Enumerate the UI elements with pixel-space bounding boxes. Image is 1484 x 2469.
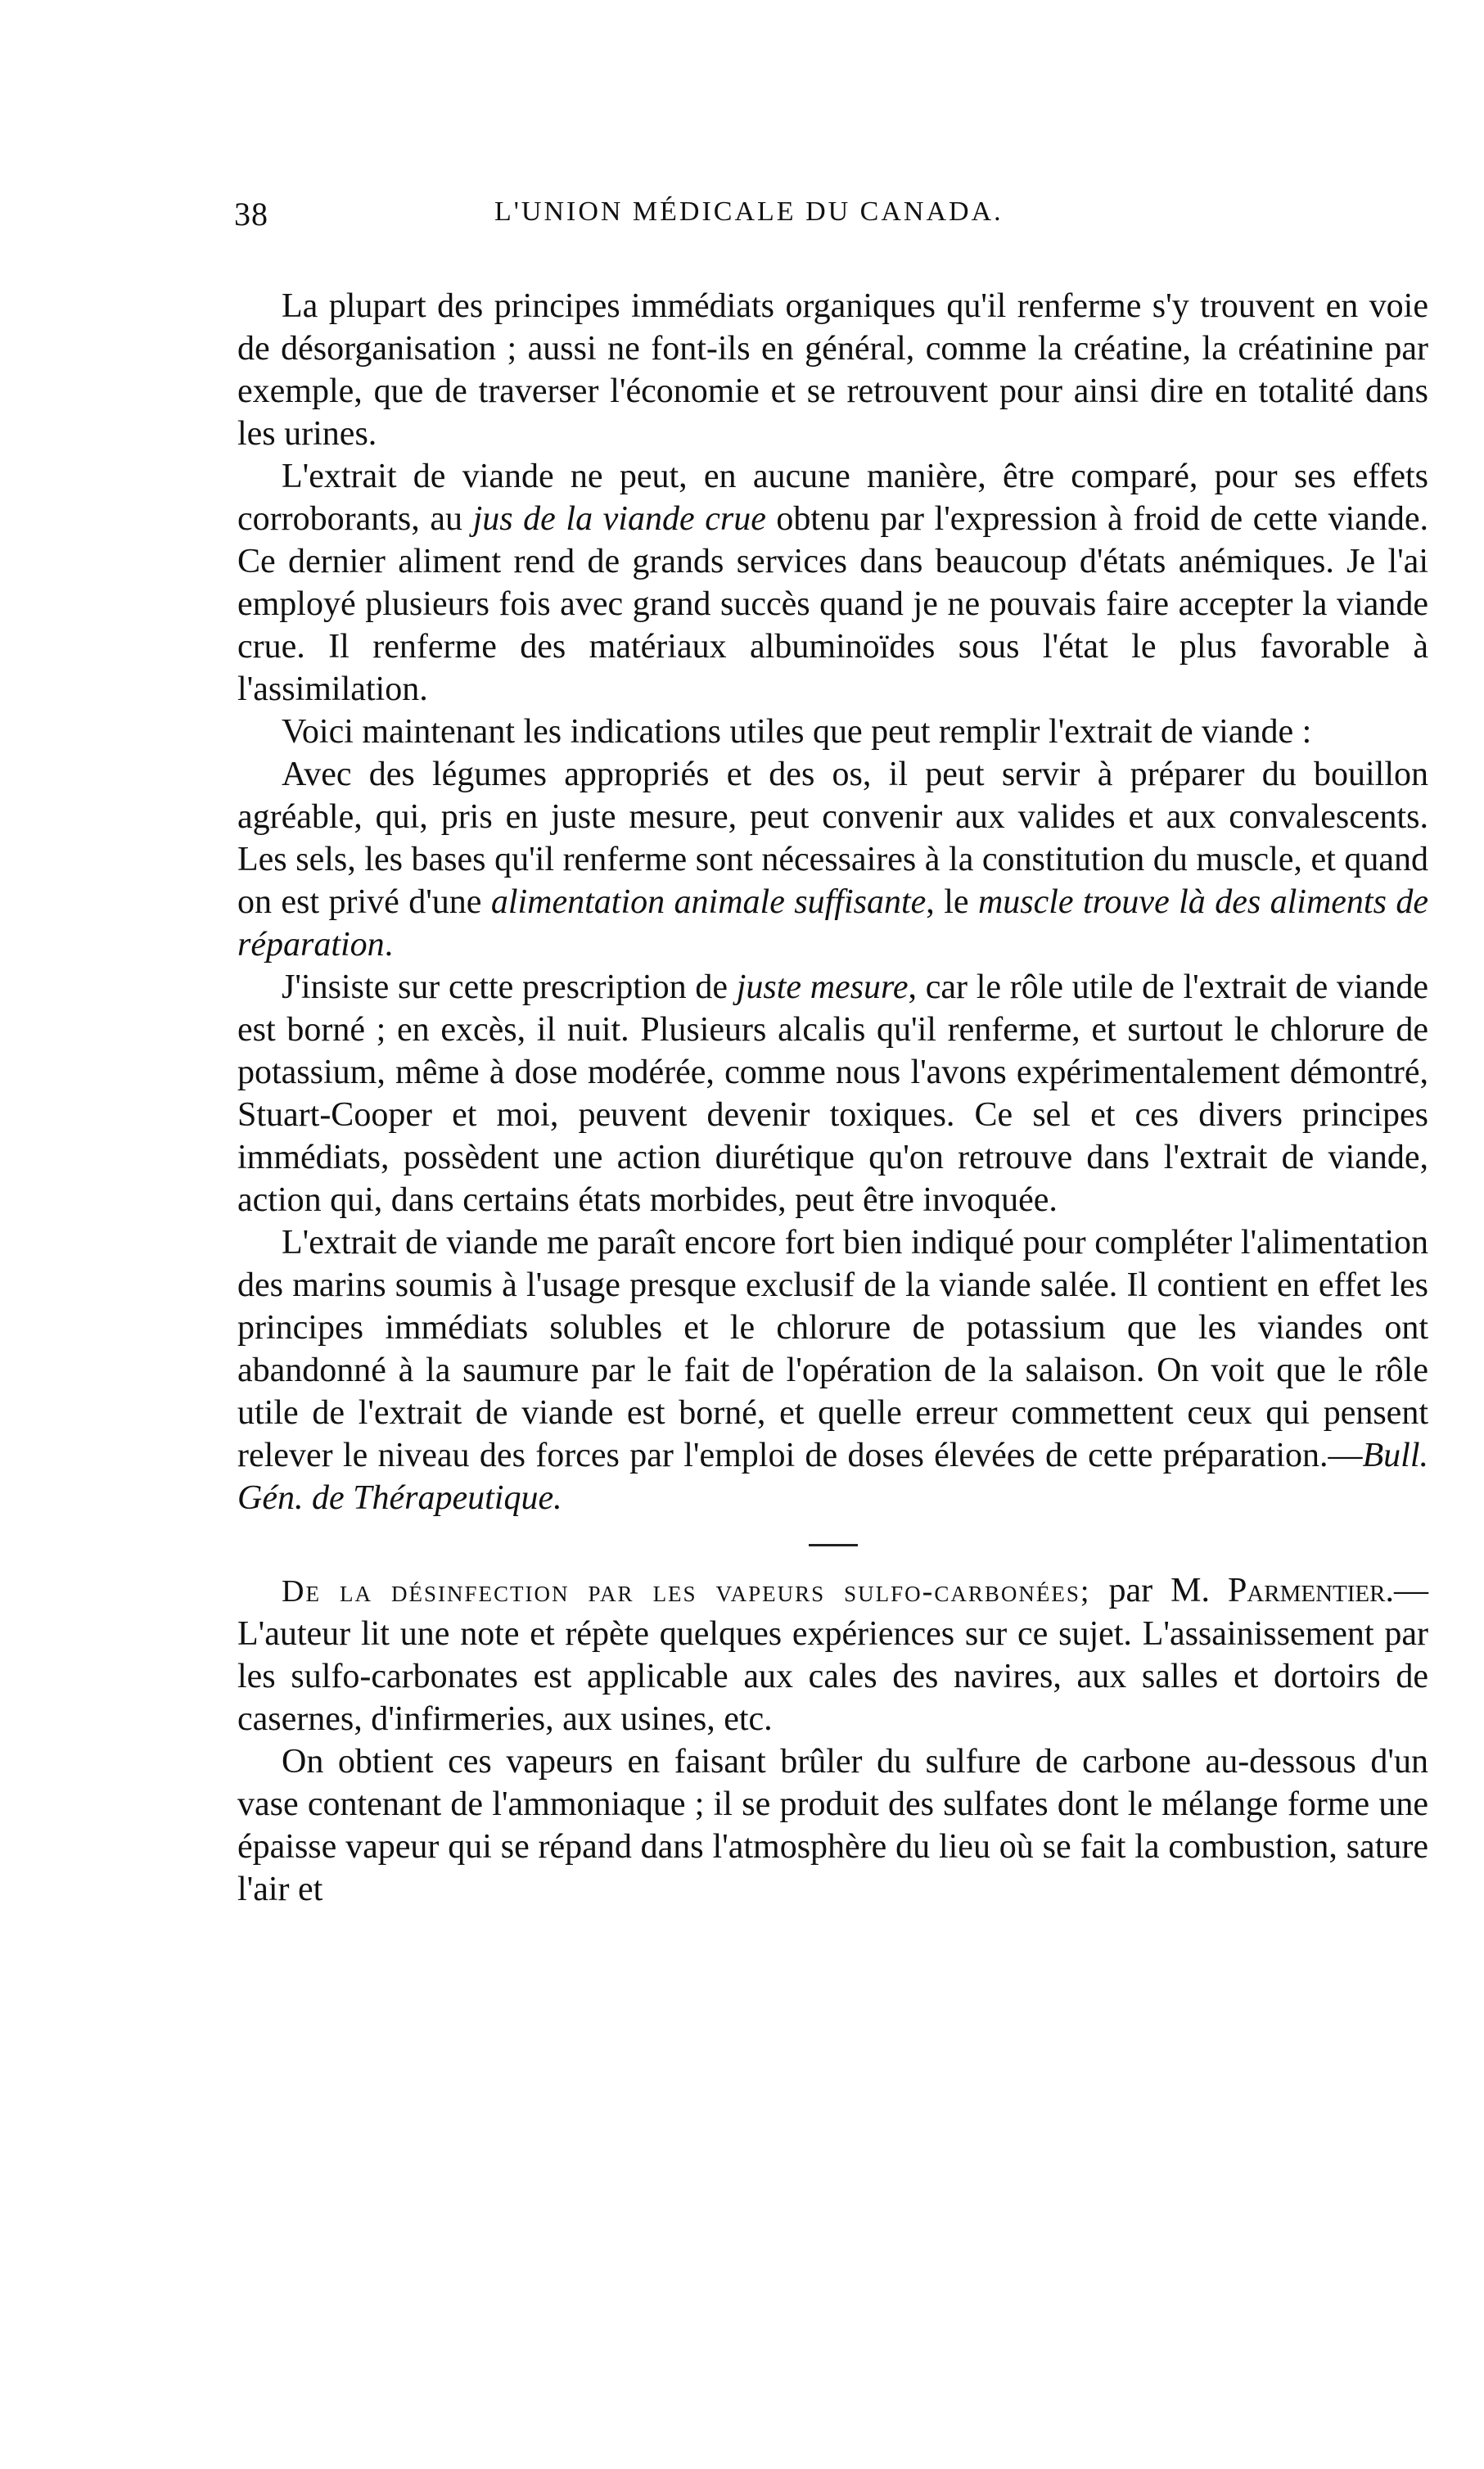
article-2-paragraph-2: [237, 1740, 1428, 1911]
paragraph-text: —L'auteur lit une note et répète quelques expériences sur ce sujet. L'assainissement par les sulfo-carbonates est applicable aux cales des navires, aux salles et dortoirs de casernes, d'infirmeries, aux usines, etc.: [237, 1572, 1428, 1738]
section-divider: [809, 1544, 858, 1546]
paragraph-3: [237, 711, 1428, 753]
author-prefix: par M.: [1090, 1572, 1228, 1609]
paragraph-text: On obtient ces vapeurs en faisant brûler du sulfure de carbone au-dessous d'un vase contenant de l'ammoniaque ; il se produit des sulfates dont le mélange forme une épaisse vapeur qui se répand dans l'atmosphère du lieu où se fait la combustion, sature l'air et: [237, 1743, 1428, 1908]
italic-term: muscle trouve là des aliments de réparation: [237, 883, 1428, 964]
paragraph-text: obtenu par l'expression à froid de cette viande. Ce dernier aliment rend de grands services dans beaucoup d'états anémiques. Je l'ai employé plusieurs fois avec grand succès quand je ne pouvais faire accepter la viande crue. Il renferme des matériaux albuminoïdes sous l'état le plus favorable à l'assimilation.: [237, 500, 1428, 708]
italic-term: alimentation animale suffisante: [490, 883, 927, 921]
paragraph-text: La plupart des principes immédiats organiques qu'il renferme s'y trouvent en voie de désorganisation ; aussi ne font-ils en général, comme la créatine, la créatinine par exemple, que de traverser l'économie et se retrouvent pour ainsi dire en totalité dans les urines.: [237, 287, 1428, 453]
running-head: [234, 195, 1428, 244]
paragraph-5: [237, 966, 1428, 1221]
paragraph-2: [237, 455, 1428, 711]
paragraph-text: L'extrait de viande ne peut, en aucune manière, être comparé, pour ses effets corroborants, au: [237, 458, 1428, 538]
paragraph-text: J'insiste sur cette prescription de: [282, 968, 737, 1006]
paragraph-1: [237, 285, 1428, 455]
paragraph-text: , le: [926, 883, 978, 921]
italic-term: jus de la viande crue: [472, 500, 766, 538]
article-2-heading-paragraph: [237, 1569, 1428, 1740]
paragraph-6: [237, 1221, 1428, 1519]
article-2-title: De la désinfection par les vapeurs sulfo-carbonées;: [282, 1574, 1091, 1609]
paragraph-4: [237, 753, 1428, 966]
journal-title: L'UNION MÉDICALE DU CANADA.: [494, 196, 1004, 227]
page: [234, 195, 1428, 1911]
paragraph-text: .: [384, 926, 394, 964]
source-citation: Bull. Gén. de Thérapeutique.: [237, 1437, 1428, 1517]
paragraph-text: , car le rôle utile de l'extrait de viande est borné ; en excès, il nuit. Plusieurs alcalis qu'il renferme, et surtout le chlorure de potassium, même à dose modérée, comme nous l'avons expérimentalement démontré, Stuart-Cooper et moi, peuvent devenir toxiques. Ce sel et ces divers principes immédiats, possèdent une action diurétique qu'on retrouve dans l'extrait de viande, action qui, dans certains états morbides, peut être invoquée.: [237, 968, 1428, 1219]
page-number: 38: [234, 196, 268, 232]
paragraph-text: L'extrait de viande me paraît encore fort bien indiqué pour compléter l'alimentation des marins soumis à l'usage presque exclusif de la viande salée. Il contient en effet les principes immédiats solubles et le chlorure de potassium que les viandes ont abandonné à la saumure par le fait de l'opération de la salaison. On voit que le rôle utile de l'extrait de viande est borné, et quelle erreur commettent ceux qui pensent relever le niveau des forces par l'emploi de doses élevées de cette préparation.—: [237, 1224, 1428, 1474]
italic-term: juste mesure: [736, 968, 909, 1006]
paragraph-text: Avec des légumes appropriés et des os, il peut servir à préparer du bouillon agréable, qui, pris en juste mesure, peut convenir aux valides et aux convalescents. Les sels, les bases qu'il renferme sont nécessaires à la constitution du muscle, et quand on est privé d'une: [237, 756, 1428, 921]
author-name: Parmentier.: [1227, 1572, 1394, 1609]
paragraph-text: Voici maintenant les indications utiles que peut remplir l'extrait de viande :: [282, 713, 1312, 751]
